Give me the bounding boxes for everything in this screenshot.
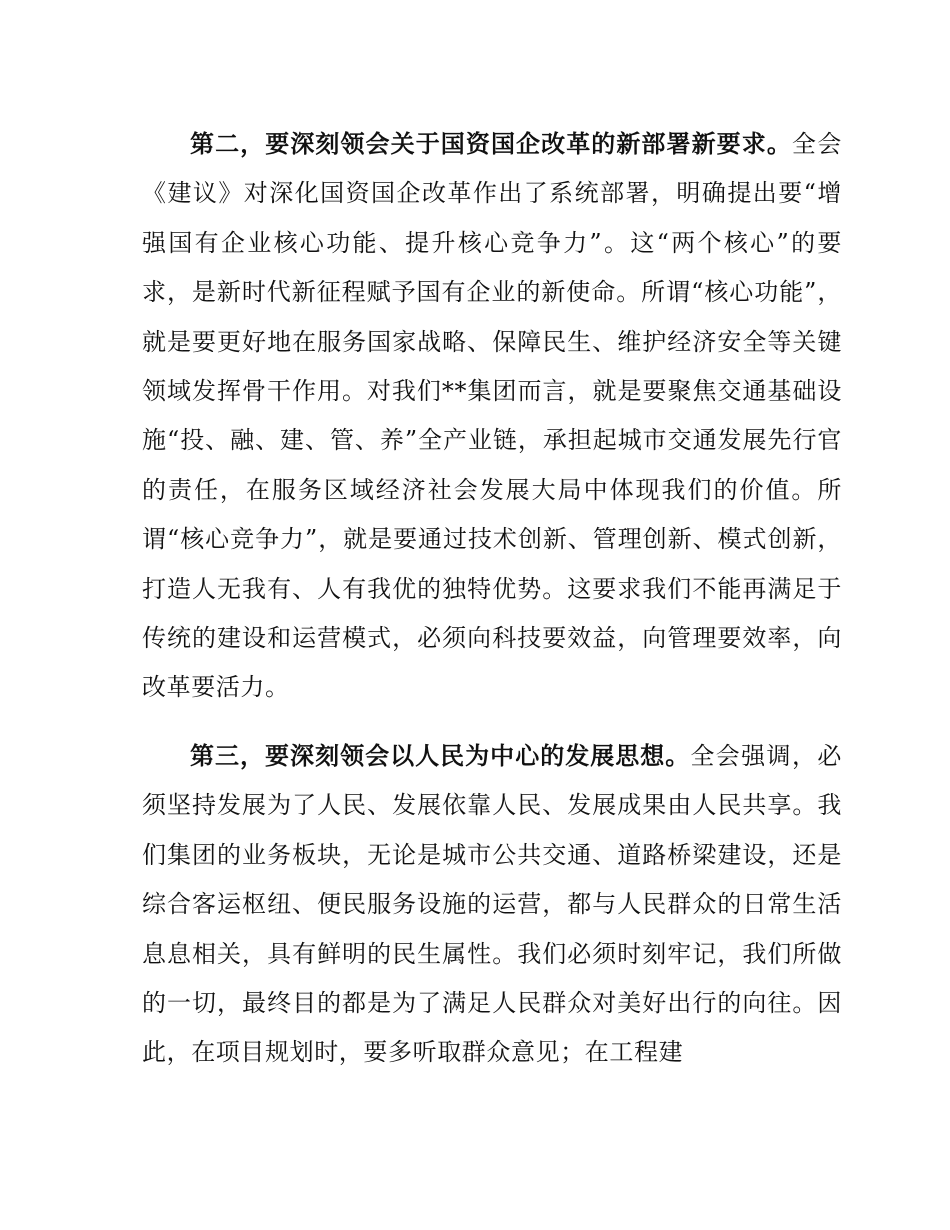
paragraph-people-centered-body: 全会强调，必须坚持发展为了人民、发展依靠人民、发展成果由人民共享。我们集团的业务板块，无论是城市公共交通、道路桥梁建设，还是综合客运枢纽、便民服务设施的运营，都与人民群众的日常生活息息相关，具有鲜明的民生属性。我们必须时刻牢记，我们所做的一切，最终目的都是为了满足人民群众对美好出行的向往。因此，在项目规划时，要多听取群众意见；在工程建	[142, 742, 842, 1067]
paragraph-reform	[142, 120, 842, 713]
paragraph-reform-heading: 第二，要深刻领会关于国资国企改革的新部署新要求。	[190, 130, 792, 158]
paragraph-people-centered-heading: 第三，要深刻领会以人民为中心的发展思想。	[190, 742, 691, 770]
paragraph-reform-body: 全会《建议》对深化国资国企改革作出了系统部署，明确提出要“增强国有企业核心功能、提升核心竞争力”。这“两个核心”的要求，是新时代新征程赋予国有企业的新使命。所谓“核心功能”，就是要更好地在服务国家战略、保障民生、维护经济安全等关键领域发挥骨干作用。对我们**集团而言，就是要聚焦交通基础设施“投、融、建、管、养”全产业链，承担起城市交通发展先行官的责任，在服务区域经济社会发展大局中体现我们的价值。所谓“核心竞争力”，就是要通过技术创新、管理创新、模式创新，打造人无我有、人有我优的独特优势。这要求我们不能再满足于传统的建设和运营模式，必须向科技要效益，向管理要效率，向改革要活力。	[142, 130, 842, 702]
paragraph-people-centered	[142, 732, 842, 1078]
